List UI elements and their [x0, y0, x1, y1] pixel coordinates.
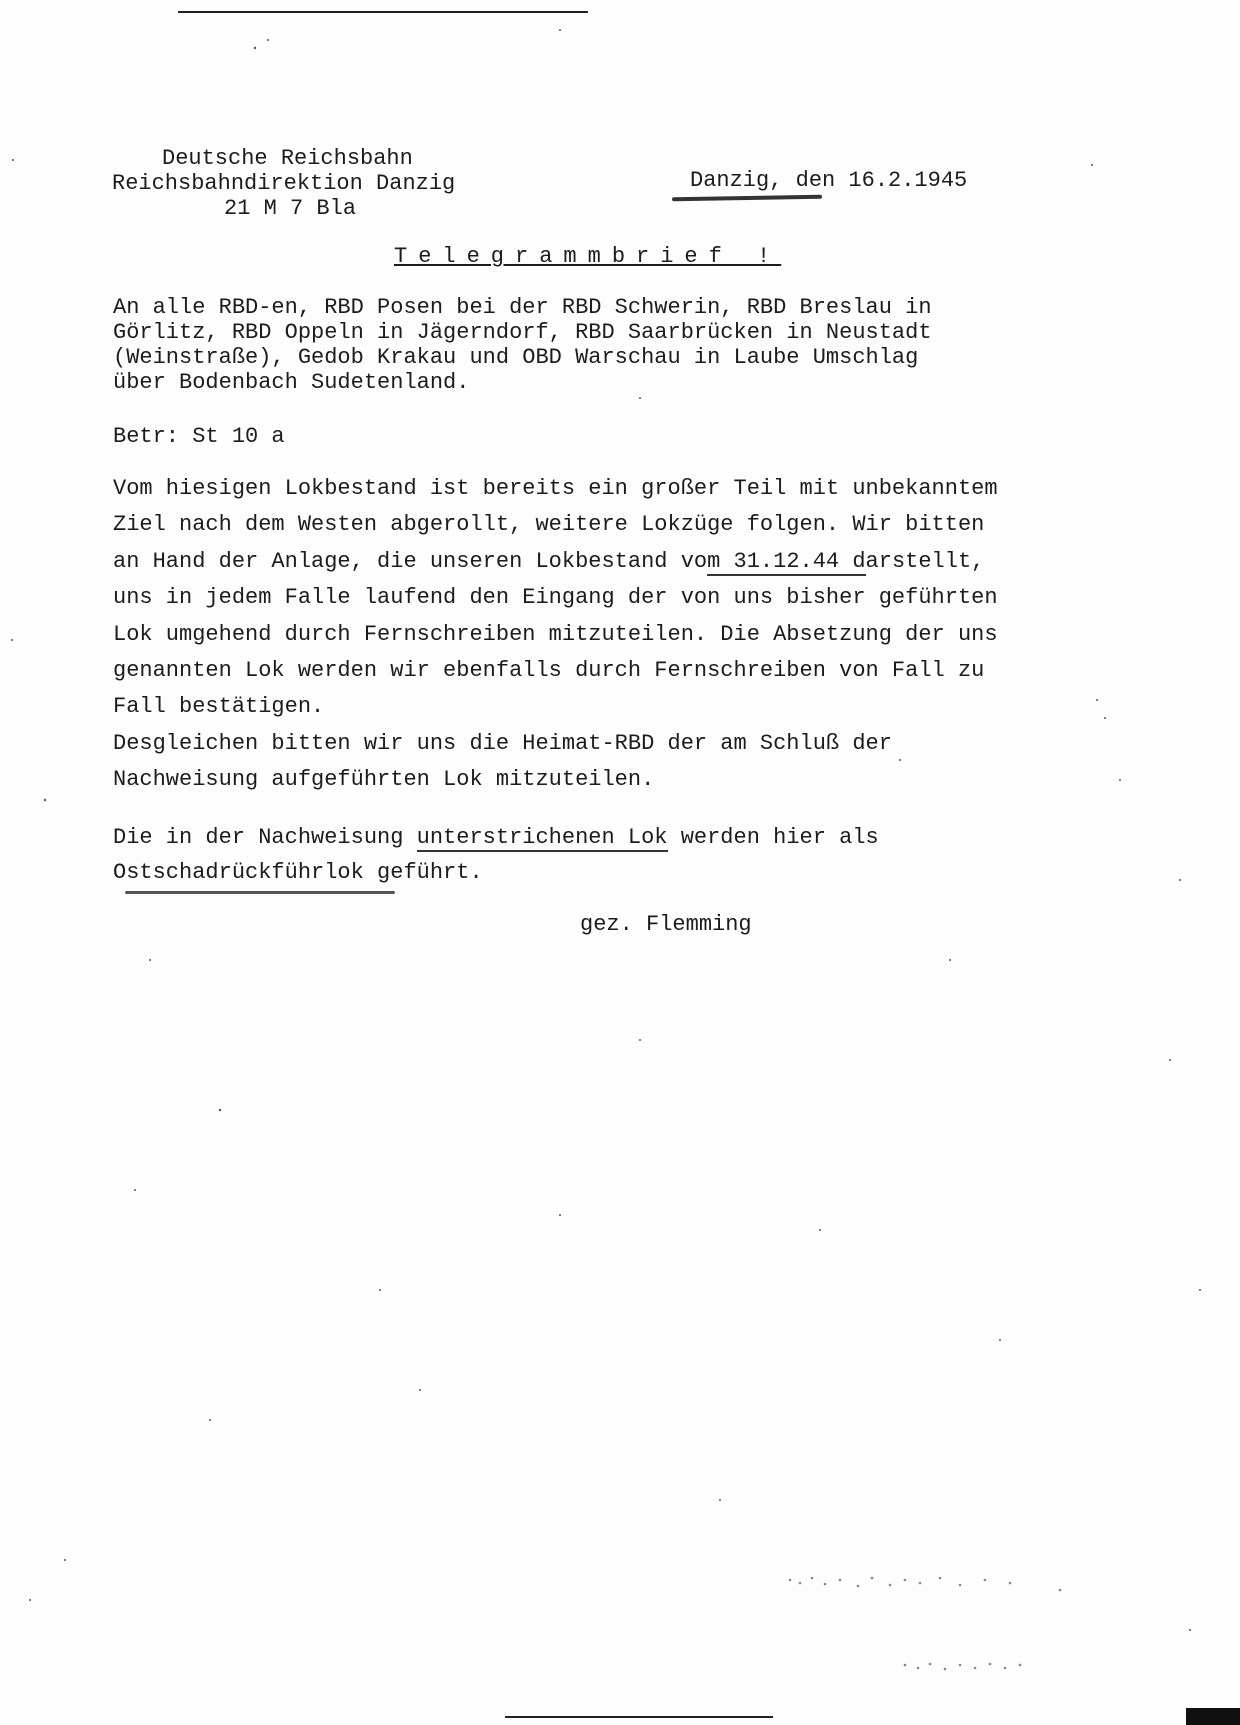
- bottom-edge-rule: [505, 1716, 773, 1718]
- corner-scan-mark: [1186, 1708, 1240, 1725]
- date-underline-stroke: [672, 195, 822, 202]
- underlined-date: m 31.12.44 d: [707, 548, 866, 574]
- addressee-line: Görlitz, RBD Oppeln in Jägerndorf, RBD Saarbrücken in Neustadt: [113, 320, 932, 345]
- addressee-line: An alle RBD-en, RBD Posen bei der RBD Schwerin, RBD Breslau in: [113, 295, 932, 320]
- closing-paragraph: [113, 820, 879, 890]
- date-line: Danzig, den 16.2.1945: [690, 168, 968, 193]
- subject-line: Betr: St 10 a: [113, 424, 285, 449]
- top-edge-rule: [178, 11, 588, 13]
- closing-line: [113, 820, 879, 855]
- addressee-block: [113, 295, 1113, 395]
- signature: gez. Flemming: [580, 912, 752, 937]
- body-line: [113, 544, 1193, 580]
- body-line: Vom hiesigen Lokbestand ist bereits ein großer Teil mit unbekanntem: [113, 476, 998, 501]
- closing-line: Ostschadrückführlok geführt.: [113, 860, 483, 885]
- sender-reference: 21 M 7 Bla: [224, 196, 357, 221]
- sender-directorate: Reichsbahndirektion Danzig: [112, 171, 456, 196]
- sender-organization: Deutsche Reichsbahn: [162, 146, 413, 171]
- body-line: uns in jedem Falle laufend den Eingang der von uns bisher geführten: [113, 585, 998, 611]
- body-line: Nachweisung aufgeführten Lok mitzuteilen.: [113, 767, 655, 793]
- sender-block: [112, 146, 455, 221]
- closing-underline-stroke: [125, 891, 395, 894]
- body-line: genannten Lok werden wir ebenfalls durch Fernschreiben von Fall zu: [113, 658, 985, 684]
- underlined-lok-phrase: unterstrichenen Lok: [416, 825, 668, 850]
- body-line: Fall bestätigen.: [113, 694, 325, 720]
- body-line: Ziel nach dem Westen abgerollt, weitere Lokzüge folgen. Wir bitten: [113, 512, 985, 538]
- body-text-segment: an Hand der Anlage, die unseren Lokbestand vo: [113, 548, 708, 574]
- addressee-line: über Bodenbach Sudetenland.: [113, 370, 470, 395]
- document-title: Telegrammbrief !: [394, 244, 782, 269]
- body-line: Desgleichen bitten wir uns die Heimat-RBD der am Schluß der: [113, 730, 892, 756]
- body-paragraph: [113, 471, 1193, 799]
- body-text-segment: arstellt,: [865, 548, 985, 574]
- closing-text-segment: Die in der Nachweisung: [113, 825, 417, 850]
- addressee-line: (Weinstraße), Gedob Krakau und OBD Warschau in Laube Umschlag: [113, 345, 919, 370]
- body-line: Lok umgehend durch Fernschreiben mitzuteilen. Die Absetzung der uns: [113, 621, 998, 647]
- closing-text-segment: werden hier als: [667, 825, 879, 850]
